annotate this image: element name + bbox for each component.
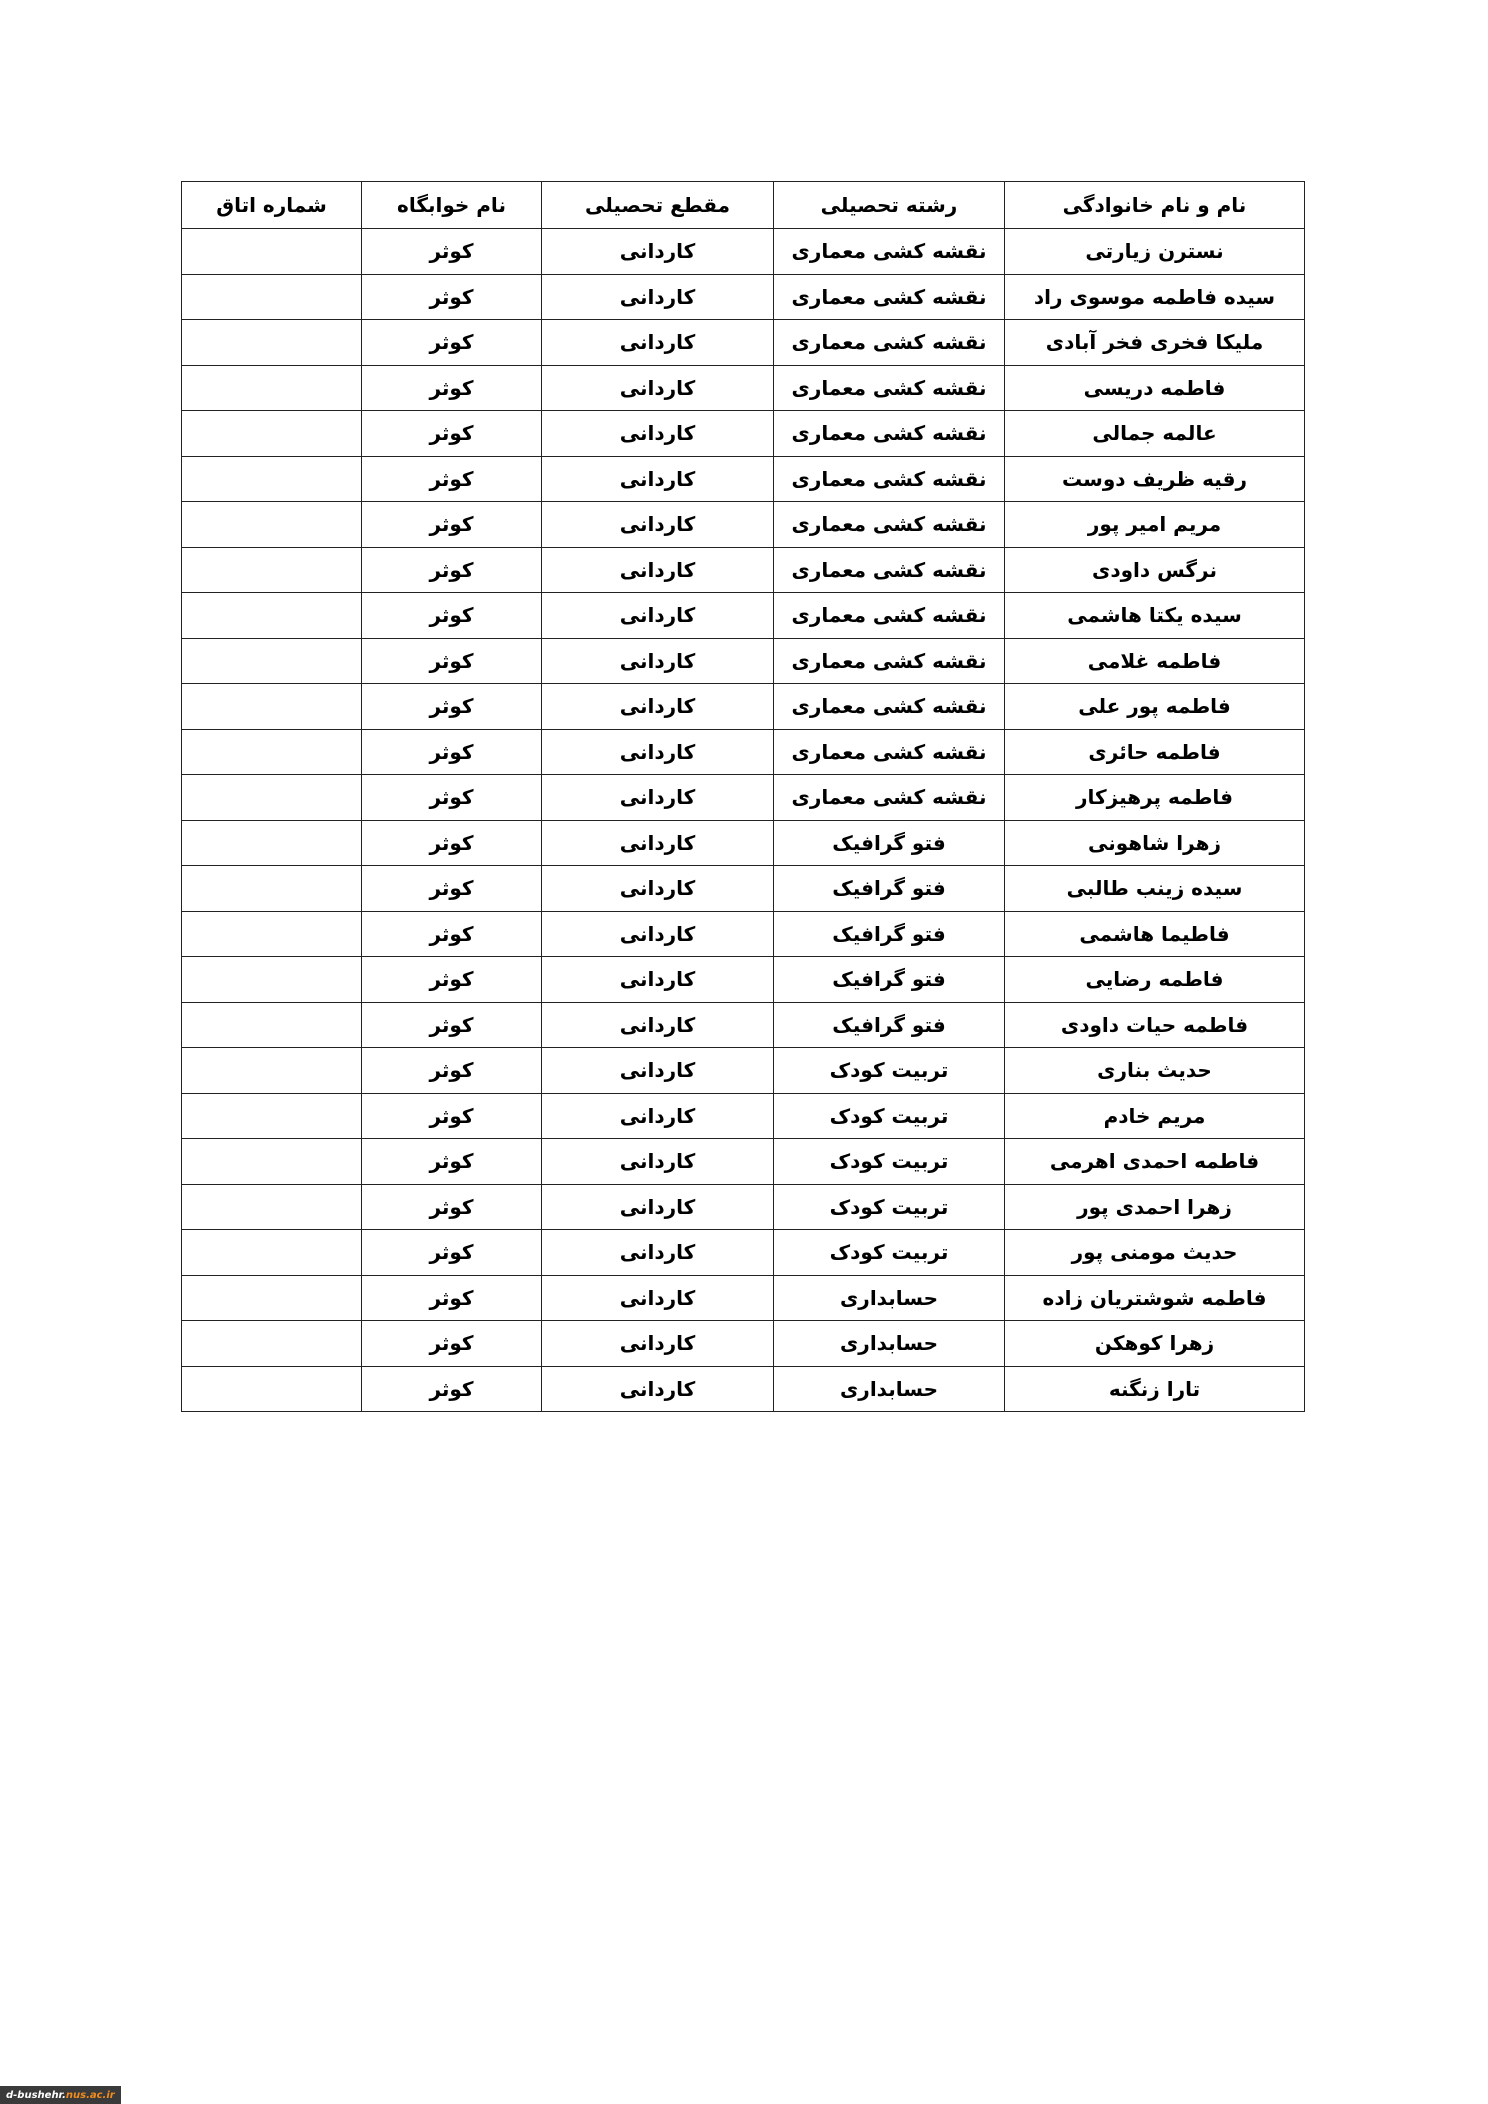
cell-dorm: کوثر (362, 729, 542, 775)
dormitory-roster-table (181, 181, 1305, 1412)
cell-dorm: کوثر (362, 1093, 542, 1139)
cell-dorm: کوثر (362, 456, 542, 502)
cell-name: فاطمه شوشتریان زاده (1005, 1275, 1305, 1321)
table-row (182, 1093, 1305, 1139)
table-row (182, 1275, 1305, 1321)
cell-dorm: کوثر (362, 957, 542, 1003)
cell-major: نقشه کشی معماری (774, 411, 1005, 457)
cell-major: تربیت کودک (774, 1230, 1005, 1276)
cell-dorm: کوثر (362, 502, 542, 548)
table-row (182, 456, 1305, 502)
cell-major: نقشه کشی معماری (774, 456, 1005, 502)
cell-room (182, 1093, 362, 1139)
cell-dorm: کوثر (362, 1002, 542, 1048)
cell-level: کاردانی (542, 684, 774, 730)
cell-level: کاردانی (542, 320, 774, 366)
table-row (182, 638, 1305, 684)
cell-name: زهرا احمدی پور (1005, 1184, 1305, 1230)
cell-level: کاردانی (542, 411, 774, 457)
cell-major: نقشه کشی معماری (774, 729, 1005, 775)
cell-name: زهرا کوهکن (1005, 1321, 1305, 1367)
cell-name: نسترن زیارتی (1005, 229, 1305, 275)
cell-major: فتو گرافیک (774, 1002, 1005, 1048)
header-room: شماره اتاق (182, 182, 362, 229)
cell-level: کاردانی (542, 1230, 774, 1276)
cell-room (182, 320, 362, 366)
table-row (182, 274, 1305, 320)
cell-level: کاردانی (542, 1321, 774, 1367)
cell-major: نقشه کشی معماری (774, 229, 1005, 275)
cell-room (182, 411, 362, 457)
cell-dorm: کوثر (362, 638, 542, 684)
table-row (182, 775, 1305, 821)
cell-name: تارا زنگنه (1005, 1366, 1305, 1412)
cell-major: فتو گرافیک (774, 957, 1005, 1003)
table-row (182, 1230, 1305, 1276)
cell-dorm: کوثر (362, 1139, 542, 1185)
cell-major: تربیت کودک (774, 1093, 1005, 1139)
cell-name: فاطمه غلامی (1005, 638, 1305, 684)
cell-room (182, 866, 362, 912)
cell-level: کاردانی (542, 775, 774, 821)
cell-room (182, 638, 362, 684)
table-body (182, 229, 1305, 1412)
cell-name: رقیه ظریف دوست (1005, 456, 1305, 502)
cell-room (182, 1139, 362, 1185)
cell-name: سیده فاطمه موسوی راد (1005, 274, 1305, 320)
cell-dorm: کوثر (362, 684, 542, 730)
cell-room (182, 456, 362, 502)
table-row (182, 547, 1305, 593)
cell-major: نقشه کشی معماری (774, 638, 1005, 684)
cell-name: فاطمه دریسی (1005, 365, 1305, 411)
table-header (182, 182, 1305, 229)
watermark-suffix-part: nus.ac.ir (65, 2089, 115, 2101)
cell-room (182, 1002, 362, 1048)
cell-name: نرگس داودی (1005, 547, 1305, 593)
header-name: نام و نام خانوادگی (1005, 182, 1305, 229)
cell-dorm: کوثر (362, 229, 542, 275)
cell-level: کاردانی (542, 502, 774, 548)
header-dorm: نام خوابگاه (362, 182, 542, 229)
cell-name: مریم امیر پور (1005, 502, 1305, 548)
cell-name: فاطمه احمدی اهرمی (1005, 1139, 1305, 1185)
cell-dorm: کوثر (362, 1230, 542, 1276)
cell-level: کاردانی (542, 547, 774, 593)
cell-room (182, 365, 362, 411)
cell-major: حسابداری (774, 1321, 1005, 1367)
cell-name: ملیکا فخری فخر آبادی (1005, 320, 1305, 366)
cell-name: سیده یکتا هاشمی (1005, 593, 1305, 639)
cell-room (182, 1048, 362, 1094)
cell-room (182, 1321, 362, 1367)
cell-level: کاردانی (542, 274, 774, 320)
cell-name: حدیث بناری (1005, 1048, 1305, 1094)
table-row (182, 1002, 1305, 1048)
cell-major: حسابداری (774, 1275, 1005, 1321)
table-row (182, 820, 1305, 866)
cell-major: نقشه کشی معماری (774, 547, 1005, 593)
cell-level: کاردانی (542, 456, 774, 502)
table-row (182, 1048, 1305, 1094)
cell-dorm: کوثر (362, 775, 542, 821)
cell-dorm: کوثر (362, 820, 542, 866)
cell-major: نقشه کشی معماری (774, 320, 1005, 366)
document-sheet (181, 181, 1304, 1412)
cell-dorm: کوثر (362, 320, 542, 366)
cell-level: کاردانی (542, 1093, 774, 1139)
cell-dorm: کوثر (362, 866, 542, 912)
cell-dorm: کوثر (362, 365, 542, 411)
cell-major: نقشه کشی معماری (774, 274, 1005, 320)
cell-room (182, 775, 362, 821)
cell-name: فاطمه پور علی (1005, 684, 1305, 730)
table-row (182, 1366, 1305, 1412)
table-row (182, 411, 1305, 457)
cell-level: کاردانی (542, 957, 774, 1003)
cell-room (182, 274, 362, 320)
table-row (182, 911, 1305, 957)
cell-level: کاردانی (542, 1184, 774, 1230)
header-row (182, 182, 1305, 229)
cell-major: تربیت کودک (774, 1184, 1005, 1230)
cell-room (182, 1366, 362, 1412)
header-level: مقطع تحصیلی (542, 182, 774, 229)
cell-room (182, 502, 362, 548)
table-row (182, 1139, 1305, 1185)
cell-dorm: کوثر (362, 593, 542, 639)
site-watermark-logo (0, 2086, 121, 2104)
cell-room (182, 820, 362, 866)
cell-room (182, 729, 362, 775)
cell-major: حسابداری (774, 1366, 1005, 1412)
cell-major: نقشه کشی معماری (774, 684, 1005, 730)
table-row (182, 866, 1305, 912)
cell-level: کاردانی (542, 638, 774, 684)
cell-level: کاردانی (542, 593, 774, 639)
cell-name: فاطمه پرهیزکار (1005, 775, 1305, 821)
cell-room (182, 547, 362, 593)
cell-room (182, 593, 362, 639)
cell-name: حدیث مومنی پور (1005, 1230, 1305, 1276)
cell-room (182, 1230, 362, 1276)
table-row (182, 957, 1305, 1003)
cell-major: نقشه کشی معماری (774, 775, 1005, 821)
cell-major: فتو گرافیک (774, 911, 1005, 957)
cell-level: کاردانی (542, 1048, 774, 1094)
cell-major: نقشه کشی معماری (774, 502, 1005, 548)
cell-dorm: کوثر (362, 1048, 542, 1094)
cell-dorm: کوثر (362, 1321, 542, 1367)
cell-room (182, 1184, 362, 1230)
cell-name: فاطمه رضایی (1005, 957, 1305, 1003)
cell-name: مریم خادم (1005, 1093, 1305, 1139)
cell-room (182, 684, 362, 730)
cell-dorm: کوثر (362, 411, 542, 457)
cell-name: عالمه جمالی (1005, 411, 1305, 457)
table-row (182, 320, 1305, 366)
table-row (182, 1321, 1305, 1367)
cell-major: تربیت کودک (774, 1048, 1005, 1094)
cell-level: کاردانی (542, 1139, 774, 1185)
cell-major: نقشه کشی معماری (774, 365, 1005, 411)
cell-level: کاردانی (542, 820, 774, 866)
cell-level: کاردانی (542, 866, 774, 912)
header-major: رشته تحصیلی (774, 182, 1005, 229)
cell-level: کاردانی (542, 911, 774, 957)
cell-name: فاطیما هاشمی (1005, 911, 1305, 957)
table-row (182, 593, 1305, 639)
cell-level: کاردانی (542, 365, 774, 411)
cell-name: زهرا شاهونی (1005, 820, 1305, 866)
cell-level: کاردانی (542, 229, 774, 275)
table-row (182, 729, 1305, 775)
cell-name: سیده زینب طالبی (1005, 866, 1305, 912)
cell-major: فتو گرافیک (774, 866, 1005, 912)
cell-dorm: کوثر (362, 911, 542, 957)
table-row (182, 1184, 1305, 1230)
cell-name: فاطمه حیات داودی (1005, 1002, 1305, 1048)
cell-name: فاطمه حائری (1005, 729, 1305, 775)
table-row (182, 229, 1305, 275)
cell-room (182, 911, 362, 957)
table-row (182, 684, 1305, 730)
cell-level: کاردانی (542, 729, 774, 775)
table-row (182, 502, 1305, 548)
cell-major: تربیت کودک (774, 1139, 1005, 1185)
cell-room (182, 1275, 362, 1321)
cell-room (182, 229, 362, 275)
table-row (182, 365, 1305, 411)
cell-dorm: کوثر (362, 1275, 542, 1321)
cell-major: نقشه کشی معماری (774, 593, 1005, 639)
cell-level: کاردانی (542, 1002, 774, 1048)
cell-level: کاردانی (542, 1275, 774, 1321)
cell-level: کاردانی (542, 1366, 774, 1412)
cell-major: فتو گرافیک (774, 820, 1005, 866)
cell-dorm: کوثر (362, 1184, 542, 1230)
cell-room (182, 957, 362, 1003)
cell-dorm: کوثر (362, 274, 542, 320)
watermark-domain-part: d-bushehr. (6, 2089, 66, 2101)
cell-dorm: کوثر (362, 547, 542, 593)
cell-dorm: کوثر (362, 1366, 542, 1412)
